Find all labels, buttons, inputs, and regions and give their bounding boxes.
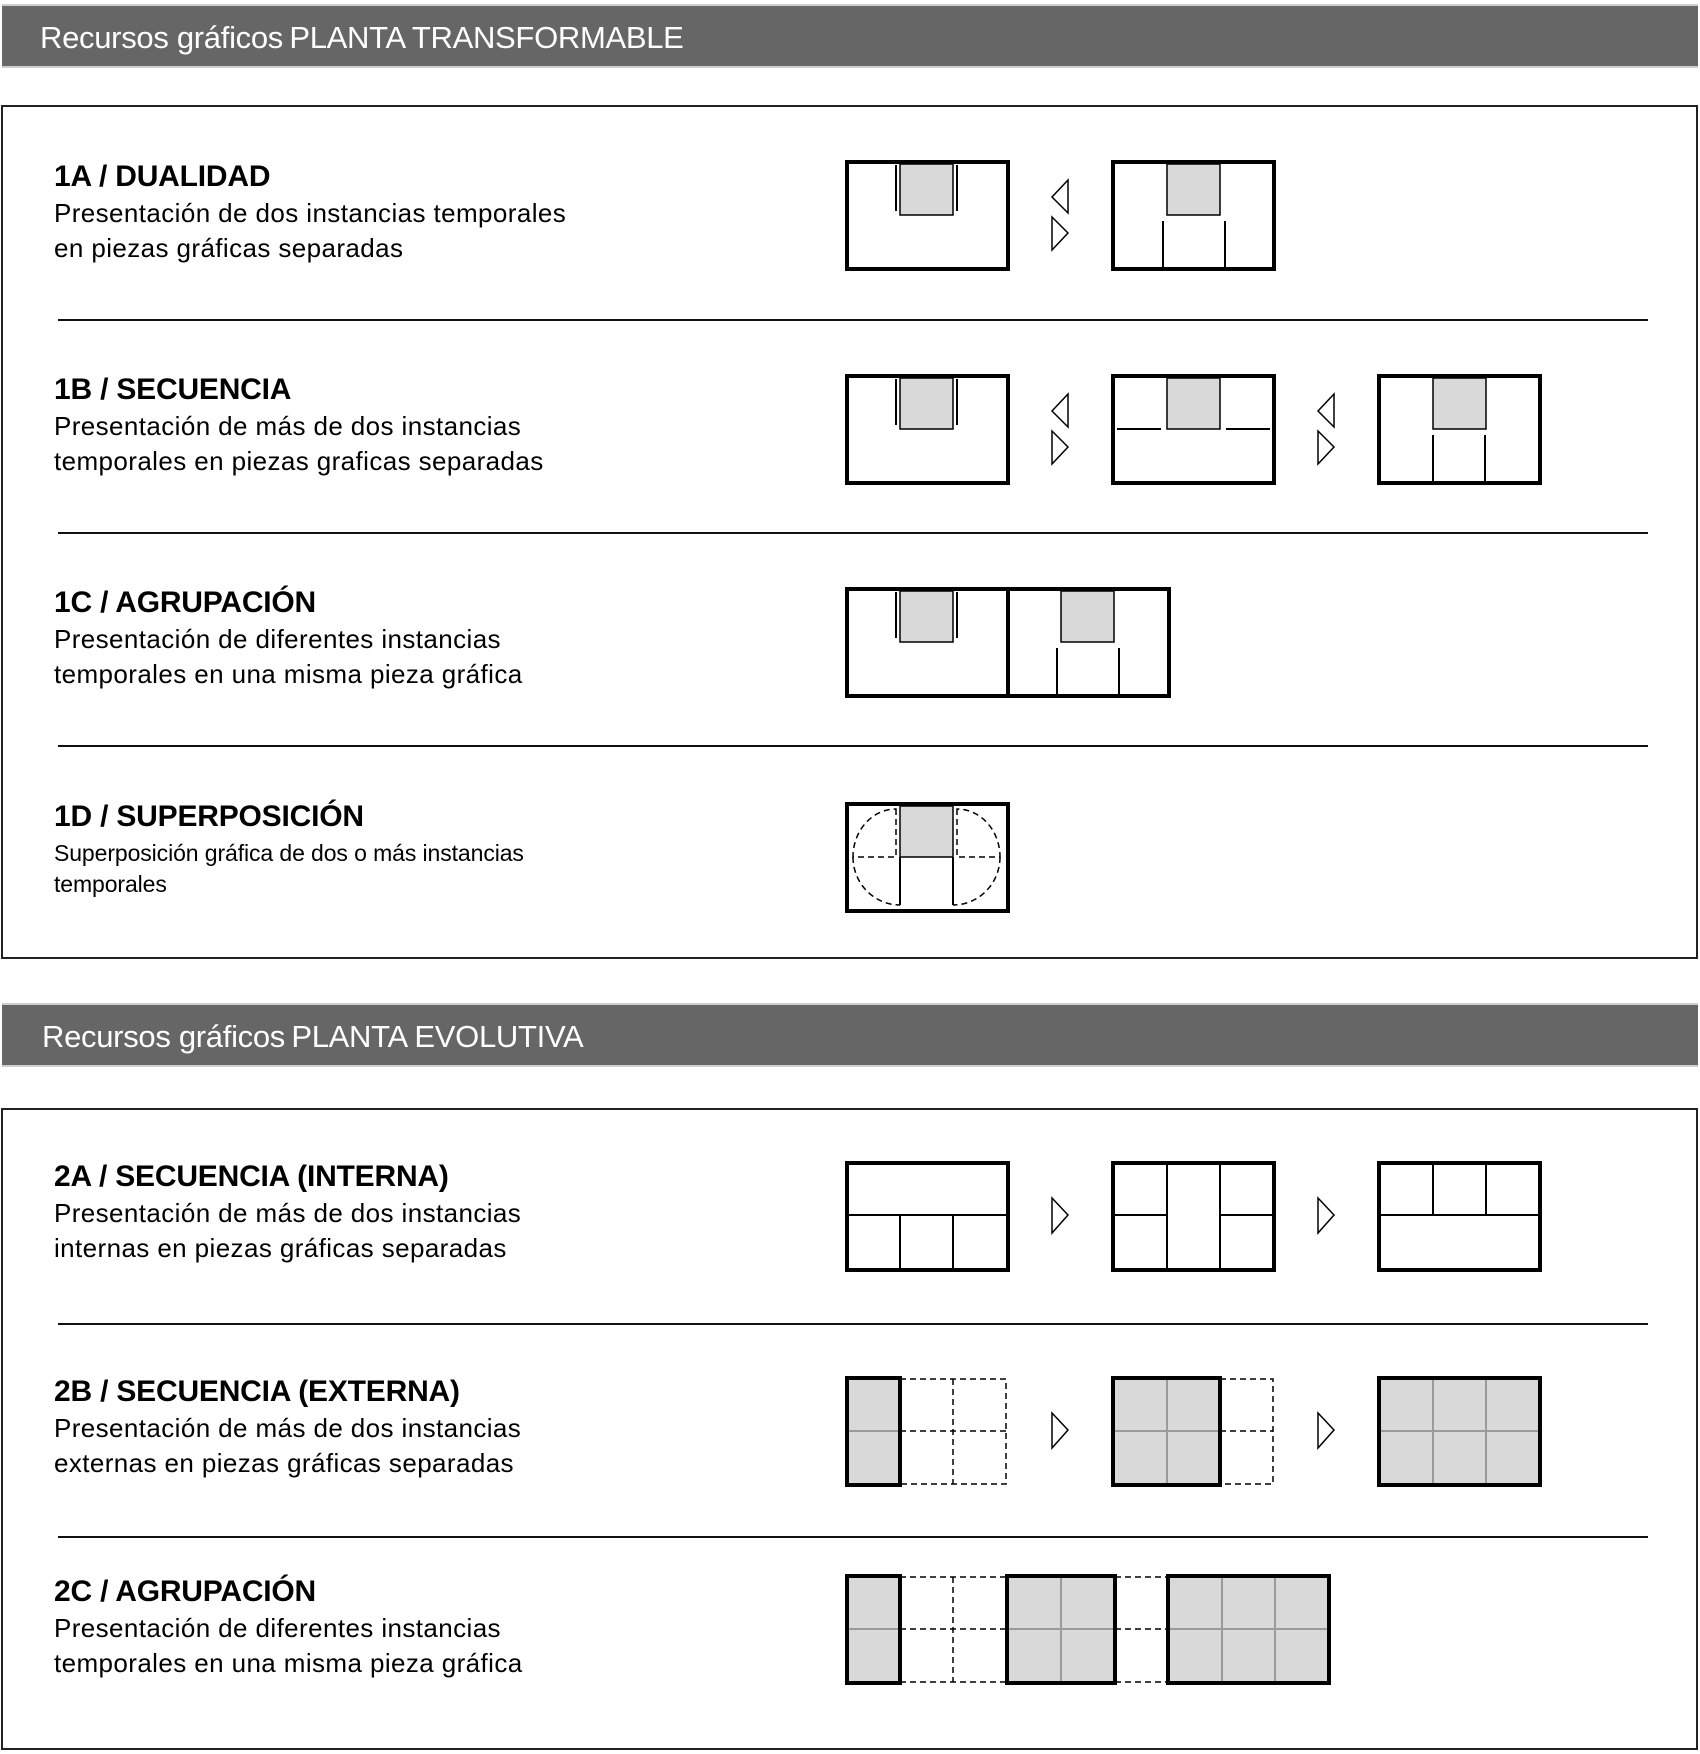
- row-divider: [58, 319, 1648, 321]
- plan-state-a: [847, 162, 1008, 269]
- panel-transformable: [1, 105, 1698, 959]
- plan-stage-3: [1379, 1378, 1540, 1485]
- module-2: [1007, 1576, 1115, 1683]
- arrow-right-icon: [1052, 1413, 1068, 1448]
- plan-stage-1: [847, 1163, 1008, 1270]
- description-line: internas en piezas gráficas separadas: [54, 1233, 507, 1263]
- row-description: [54, 1611, 523, 1681]
- row-title: 1C / AGRUPACIÓN: [54, 586, 317, 619]
- arrow-right-icon: [1318, 1413, 1334, 1448]
- row-divider: [58, 1536, 1648, 1538]
- description-line: Presentación de dos instancias temporales: [54, 198, 567, 228]
- figure-1c: [845, 586, 1175, 701]
- banner-prefix: Recursos gráficos: [40, 20, 283, 55]
- section-banner-evolutiva: [2, 1003, 1698, 1067]
- description-line: temporales en una misma pieza gráfica: [54, 1648, 523, 1678]
- description-line: Presentación de más de dos instancias: [54, 411, 522, 441]
- description-line: Presentación de más de dos instancias: [54, 1413, 522, 1443]
- section-banner-transformable: [2, 4, 1698, 68]
- row-divider: [58, 1323, 1648, 1325]
- arrow-right-icon: [1318, 1198, 1334, 1233]
- section-title: [42, 1019, 583, 1055]
- banner-prefix: Recursos gráficos: [42, 1019, 285, 1054]
- arrow-right-icon: [1052, 1198, 1068, 1233]
- row-description: [54, 1196, 521, 1266]
- banner-emphasis: PLANTA EVOLUTIVA: [291, 1019, 584, 1054]
- description-line: Presentación de diferentes instancias: [54, 1613, 501, 1643]
- figure-2a: [845, 1160, 1555, 1275]
- row-title: 2C / AGRUPACIÓN: [54, 1575, 317, 1608]
- double-arrow-icon: [1318, 394, 1334, 464]
- description-line: externas en piezas gráficas separadas: [54, 1448, 514, 1478]
- row-description: [54, 196, 566, 266]
- row-title: 2B / SECUENCIA (EXTERNA): [54, 1375, 460, 1408]
- plan-state-b: [1113, 376, 1274, 483]
- row-title: 1D / SUPERPOSICIÓN: [54, 800, 364, 833]
- description-line: temporales en una misma pieza gráfica: [54, 659, 523, 689]
- row-description: [54, 1411, 521, 1481]
- plan-stage-1: [847, 1378, 1006, 1485]
- row-divider: [58, 532, 1648, 534]
- row-description: [54, 409, 544, 479]
- plan-state-c: [1379, 376, 1540, 483]
- module-3: [1168, 1576, 1329, 1683]
- banner-emphasis: PLANTA TRANSFORMABLE: [289, 20, 684, 55]
- figure-2c: [845, 1573, 1345, 1688]
- row-title: 1B / SECUENCIA: [54, 373, 292, 406]
- row-description: [54, 622, 523, 692]
- plan-stage-2: [1113, 1163, 1274, 1270]
- figure-1b: [845, 373, 1555, 488]
- row-description: [54, 838, 524, 900]
- plan-state-b: [1113, 162, 1274, 269]
- panel-evolutiva: [1, 1108, 1698, 1750]
- description-line: temporales en piezas graficas separadas: [54, 446, 544, 476]
- figure-1a: [845, 159, 1285, 274]
- description-line: temporales: [54, 871, 167, 897]
- figure-1d: [845, 801, 1015, 916]
- superposed-plan: [847, 804, 1008, 911]
- figure-2b: [845, 1375, 1555, 1490]
- description-line: en piezas gráficas separadas: [54, 233, 404, 263]
- plan-stage-2: [1113, 1378, 1273, 1485]
- double-arrow-icon: [1052, 394, 1068, 464]
- module-1: [847, 1576, 900, 1683]
- plan-stage-3: [1379, 1163, 1540, 1270]
- row-divider: [58, 745, 1648, 747]
- plan-state-a: [847, 376, 1008, 483]
- grouped-plans: [847, 589, 1169, 696]
- description-line: Presentación de más de dos instancias: [54, 1198, 522, 1228]
- section-title: [40, 20, 684, 56]
- description-line: Superposición gráfica de dos o más instancias: [54, 840, 524, 866]
- row-title: 2A / SECUENCIA (INTERNA): [54, 1160, 449, 1193]
- row-title: 1A / DUALIDAD: [54, 160, 271, 193]
- double-arrow-icon: [1052, 180, 1068, 250]
- description-line: Presentación de diferentes instancias: [54, 624, 501, 654]
